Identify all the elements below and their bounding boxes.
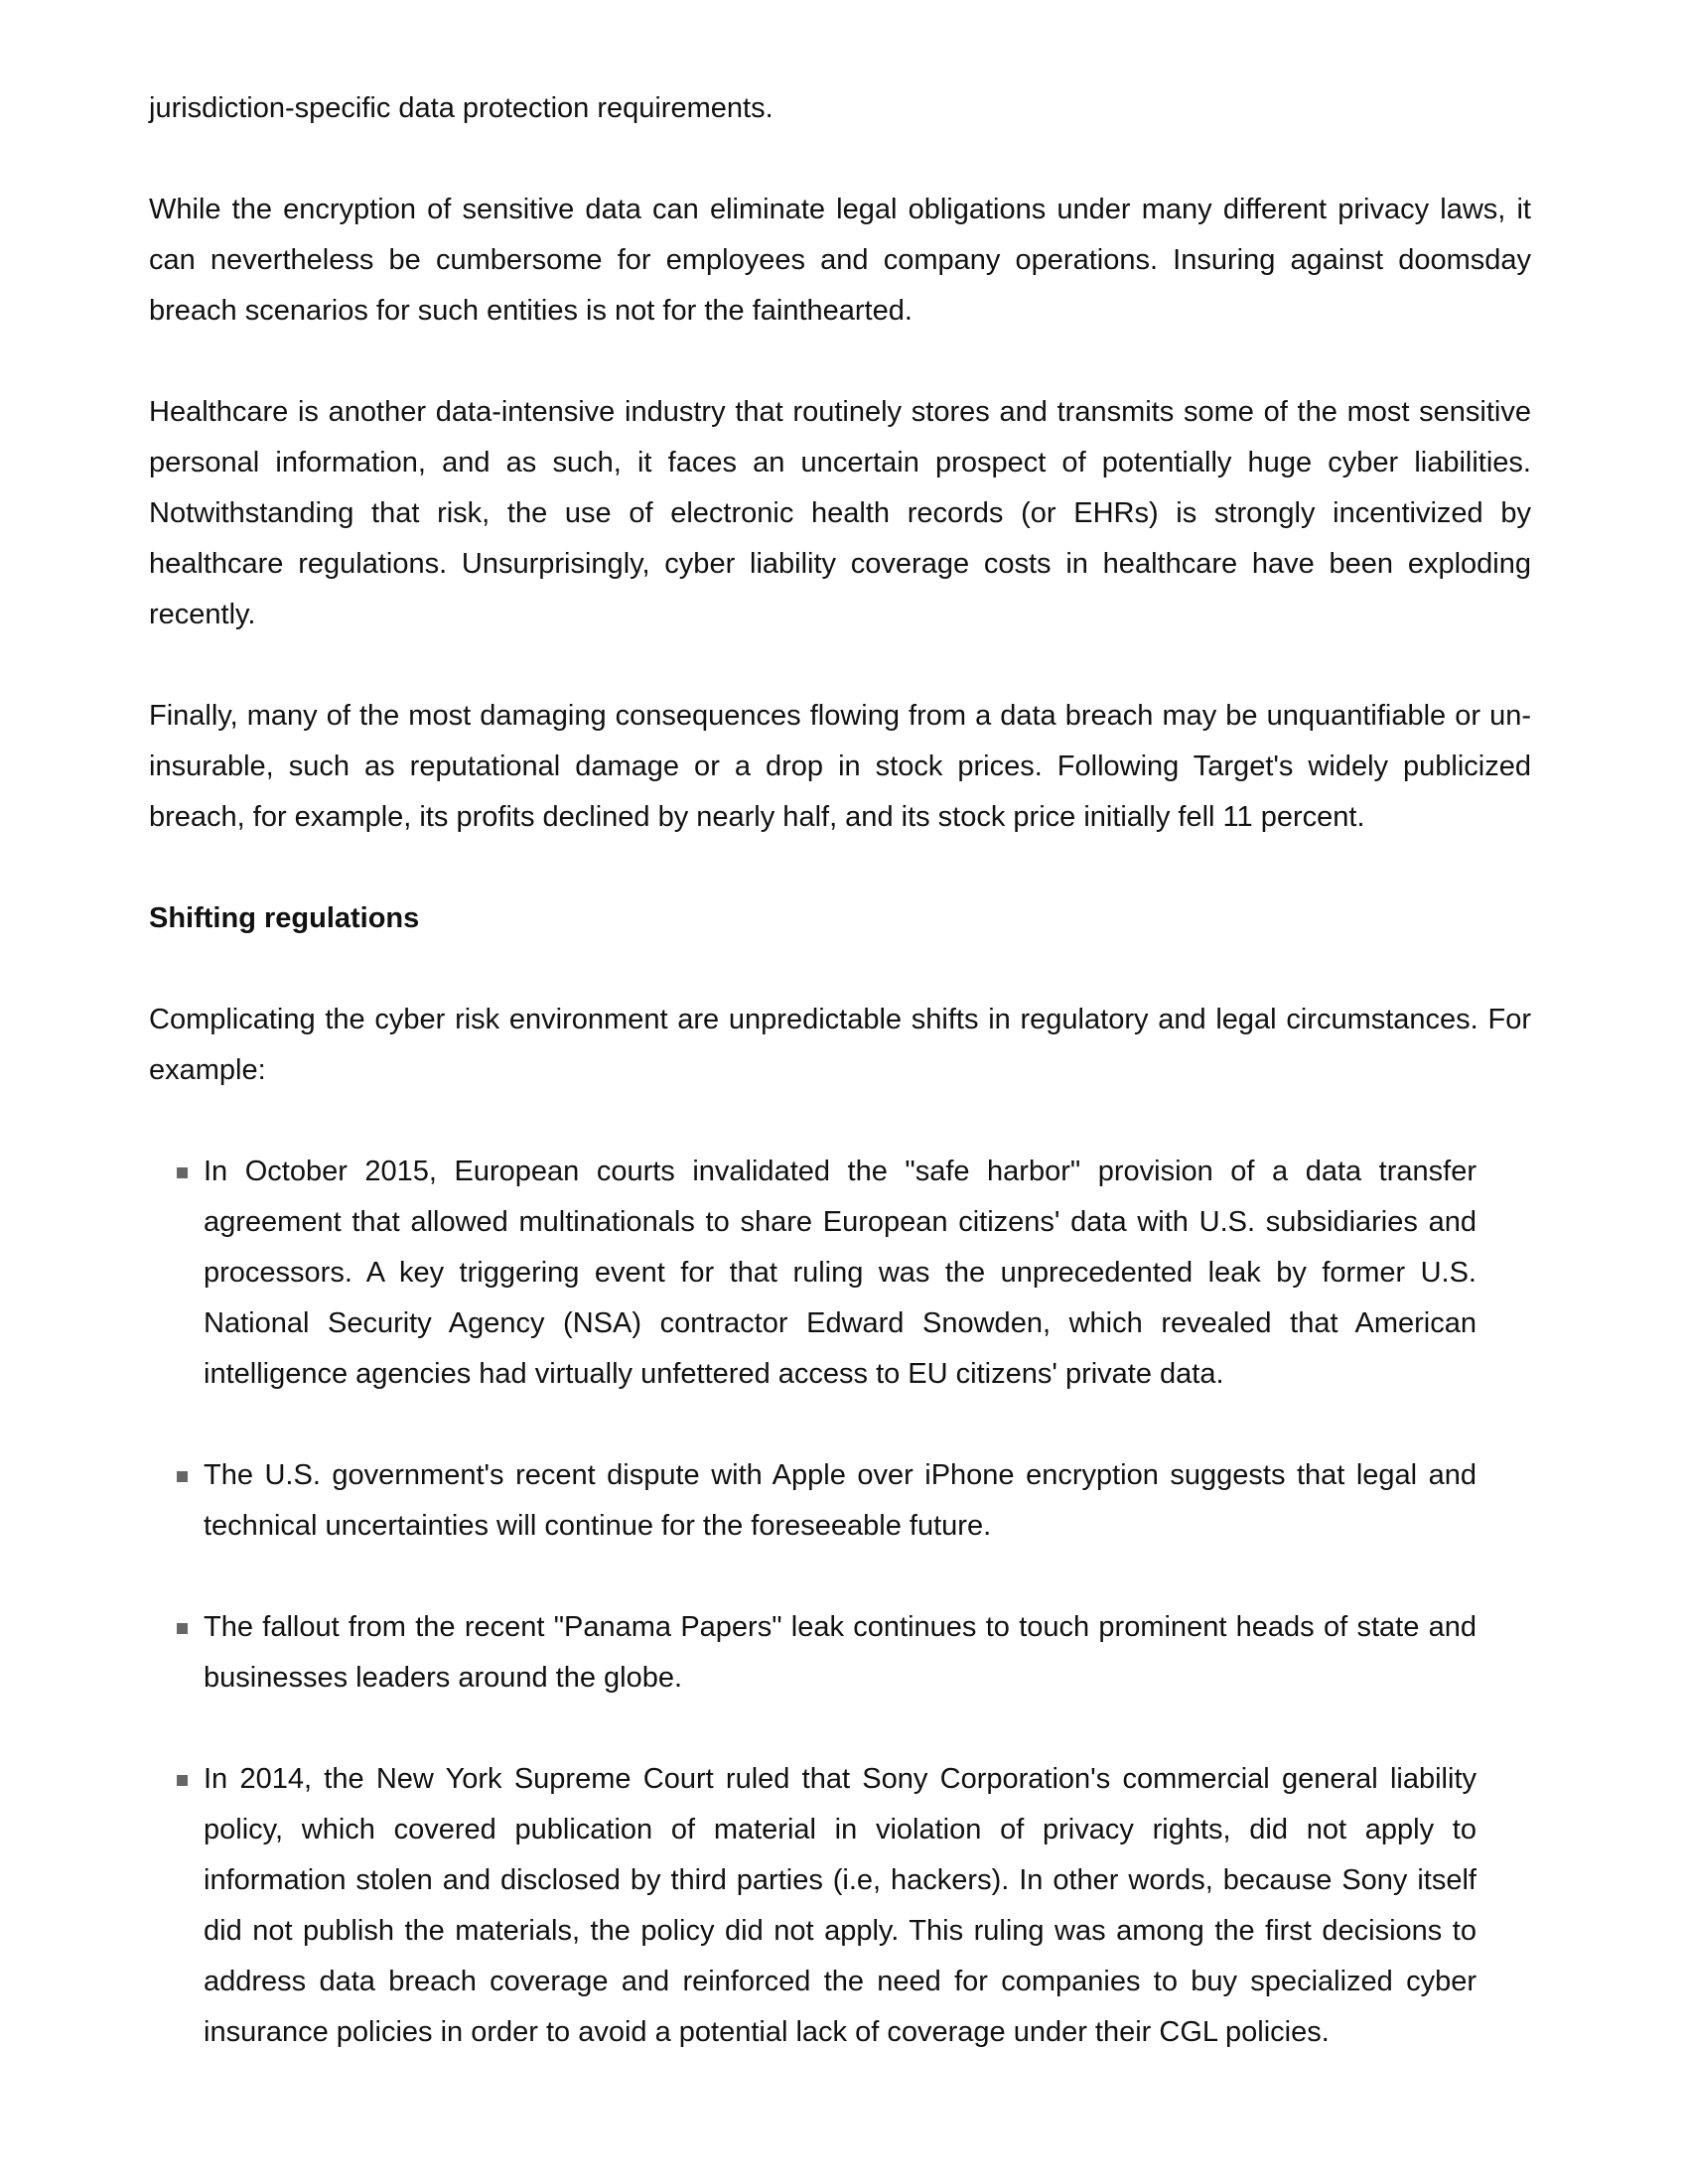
square-bullet-icon bbox=[177, 1167, 188, 1178]
intro-fragment: jurisdiction-specific data protection requirements. bbox=[149, 92, 774, 124]
paragraph-encryption: While the encryption of sensitive data can eliminate legal obligations under many different privacy laws, it can nevertheless be cumbersome for employees and company operations. Insuring against doomsday breach scenarios for such entities is not for the fainthearted. bbox=[149, 194, 1531, 327]
list-item bbox=[149, 1602, 1531, 1704]
square-bullet-icon bbox=[177, 1623, 188, 1634]
paragraph-consequences: Finally, many of the most damaging consequences flowing from a data breach may be unquantifiable or un-insurable, such as reputational damage or a drop in stock prices. Following Target's widely publicized breach, for example, its profits declined by nearly half, and its stock price initially fell 11 percent. bbox=[149, 700, 1531, 833]
list-item-text: In 2014, the New York Supreme Court ruled that Sony Corporation's commercial general liability policy, which covered publication of material in violation of privacy rights, did not apply to information stolen and disclosed by third parties (i.e, hackers). In other words, because Sony itself did not publish the materials, the policy did not apply. This ruling was among the first decisions to address data breach coverage and reinforced the need for companies to buy specialized cyber insurance policies in order to avoid a potential lack of coverage under their CGL policies. bbox=[204, 1763, 1477, 2048]
square-bullet-icon bbox=[177, 1471, 188, 1482]
list-item bbox=[149, 1450, 1531, 1552]
section-heading: Shifting regulations bbox=[149, 902, 420, 934]
bullet-list bbox=[149, 1147, 1531, 2058]
paragraph-healthcare: Healthcare is another data-intensive industry that routinely stores and transmits some of the most sensitive personal information, and as such, it faces an uncertain prospect of potentially huge cyber liabilities. Notwithstanding that risk, the use of electronic health records (or EHRs) is strongly incentivized by healthcare regulations. Unsurprisingly, cyber liability coverage costs in healthcare have been exploding recently. bbox=[149, 396, 1531, 630]
list-item-text: The fallout from the recent "Panama Papers" leak continues to touch prominent heads of state and businesses leaders around the globe. bbox=[204, 1611, 1477, 1694]
list-item bbox=[149, 1754, 1531, 2058]
list-item-text: The U.S. government's recent dispute with Apple over iPhone encryption suggests that legal and technical uncertainties will continue for the foreseeable future. bbox=[204, 1459, 1477, 1542]
document-page bbox=[149, 83, 1531, 2109]
list-item bbox=[149, 1147, 1531, 1400]
list-item-text: In October 2015, European courts invalidated the "safe harbor" provision of a data transfer agreement that allowed multinationals to share European citizens' data with U.S. subsidiaries and processors. A key triggering event for that ruling was the unprecedented leak by former U.S. National Security Agency (NSA) contractor Edward Snowden, which revealed that American intelligence agencies had virtually unfettered access to EU citizens' private data. bbox=[204, 1156, 1477, 1390]
square-bullet-icon bbox=[177, 1775, 188, 1786]
section-intro: Complicating the cyber risk environment are unpredictable shifts in regulatory and legal circumstances. For example: bbox=[149, 1004, 1531, 1086]
